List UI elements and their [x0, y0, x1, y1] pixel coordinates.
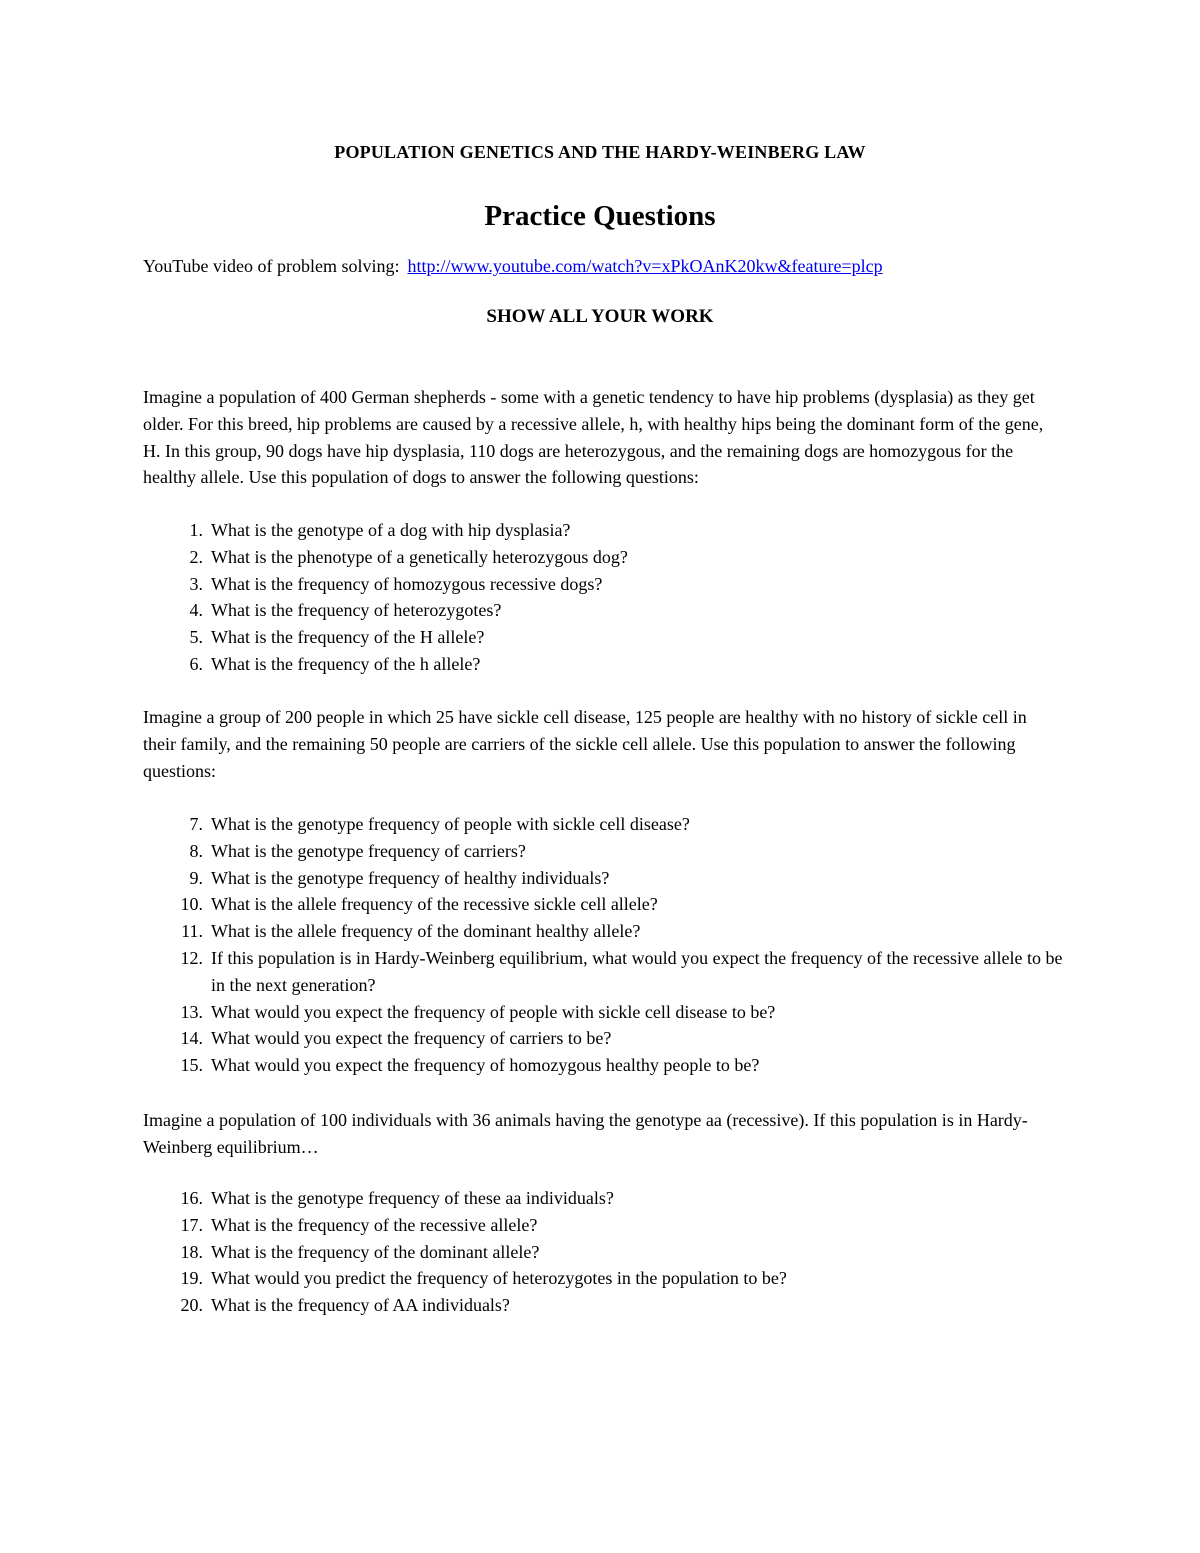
question-text: What is the genotype frequency of carriers? [211, 840, 526, 861]
question-item [143, 517, 1063, 544]
question-text: What is the genotype frequency of these aa individuals? [211, 1188, 614, 1208]
question-text: What is the genotype frequency of people with sickle cell disease? [211, 814, 690, 834]
question-item [143, 1212, 1063, 1239]
question-number: 3. [189, 573, 203, 594]
question-number: 15. [180, 1055, 203, 1076]
question-text: What is the frequency of AA individuals? [211, 1295, 510, 1316]
question-text: If this population is in Hardy-Weinberg equilibrium, what would you expect the frequency of the recessive allele to be in the next generation? [211, 947, 1063, 995]
question-number: 20. [180, 1295, 203, 1316]
question-item [143, 597, 1063, 624]
question-number: 17. [180, 1214, 203, 1235]
question-number: 19. [180, 1268, 203, 1289]
question-item [143, 571, 1063, 598]
section-3-intro: Imagine a population of 100 individuals with 36 animals having the genotype aa (recessive). If this population is in Hardy-Weinberg equilibrium… [143, 1110, 1028, 1157]
section-3-questions [143, 1185, 1063, 1319]
question-text: What is the frequency of the recessive allele? [211, 1214, 538, 1235]
document-title: POPULATION GENETICS AND THE HARDY-WEINBERG LAW [334, 142, 866, 162]
question-text: What would you expect the frequency of carriers to be? [211, 1028, 612, 1049]
question-number: 13. [180, 1001, 203, 1022]
question-text: What is the frequency of the dominant allele? [211, 1241, 540, 1262]
question-text: What is the genotype frequency of healthy individuals? [211, 867, 610, 888]
question-item [143, 945, 1063, 999]
question-number: 5. [189, 627, 203, 648]
question-number: 18. [180, 1241, 203, 1262]
video-link[interactable]: http://www.youtube.com/watch?v=xPkOAnK20kw&feature=plcp [407, 256, 883, 276]
question-number: 6. [189, 653, 203, 674]
question-item [143, 865, 1063, 892]
section-1-questions [143, 517, 1063, 678]
question-number: 9. [189, 867, 203, 888]
instruction-heading: SHOW ALL YOUR WORK [486, 306, 714, 327]
question-number: 11. [181, 921, 203, 942]
question-item [143, 891, 1063, 918]
question-item [143, 838, 1063, 865]
section-2-intro: Imagine a group of 200 people in which 25 have sickle cell disease, 125 people are healthy with no history of sickle cell in their family, and the remaining 50 people are carriers of the sickle cell allele. Use this population to answer the following questions: [143, 707, 1027, 781]
question-number: 4. [189, 600, 203, 621]
question-text: What would you expect the frequency of homozygous healthy people to be? [211, 1055, 760, 1076]
question-item [143, 1239, 1063, 1266]
video-reference [143, 256, 883, 277]
question-item [143, 1265, 1063, 1292]
question-item [143, 651, 1063, 678]
question-number: 7. [189, 814, 203, 834]
question-text: What is the frequency of homozygous recessive dogs? [211, 573, 603, 594]
question-text: What is the allele frequency of the recessive sickle cell allele? [211, 894, 658, 915]
question-item [143, 999, 1063, 1026]
question-number: 1. [189, 520, 203, 540]
question-item [143, 918, 1063, 945]
question-item [143, 1185, 1063, 1212]
question-item [143, 1052, 1063, 1079]
question-item [143, 624, 1063, 651]
question-number: 14. [180, 1028, 203, 1049]
question-item [143, 544, 1063, 571]
question-text: What would you predict the frequency of heterozygotes in the population to be? [211, 1268, 787, 1289]
question-text: What is the allele frequency of the dominant healthy allele? [211, 921, 641, 942]
section-2-questions [143, 811, 1063, 1079]
question-number: 8. [189, 840, 203, 861]
question-text: What is the frequency of the h allele? [211, 653, 481, 674]
question-item [143, 1025, 1063, 1052]
video-label: YouTube video of problem solving: [143, 256, 400, 276]
question-number: 2. [189, 546, 203, 567]
question-text: What is the frequency of the H allele? [211, 627, 485, 648]
question-number: 10. [180, 894, 203, 915]
question-item [143, 1292, 1063, 1319]
question-number: 12. [180, 947, 203, 968]
question-number: 16. [180, 1188, 203, 1208]
question-text: What is the phenotype of a genetically heterozygous dog? [211, 546, 628, 567]
question-item [143, 811, 1063, 838]
section-1-intro: Imagine a population of 400 German shepherds - some with a genetic tendency to have hip problems (dysplasia) as they get older. For this breed, hip problems are caused by a recessive allele, h, with healthy hips being the dominant form of the gene, H. In this group, 90 dogs have hip dysplasia, 110 dogs are heterozygous, and the remaining dogs are homozygous for the healthy allele. Use this population of dogs to answer the following questions: [143, 387, 1044, 488]
question-text: What would you expect the frequency of people with sickle cell disease to be? [211, 1001, 776, 1022]
question-text: What is the genotype of a dog with hip dysplasia? [211, 520, 571, 540]
question-text: What is the frequency of heterozygotes? [211, 600, 502, 621]
document-subtitle: Practice Questions [484, 200, 716, 232]
